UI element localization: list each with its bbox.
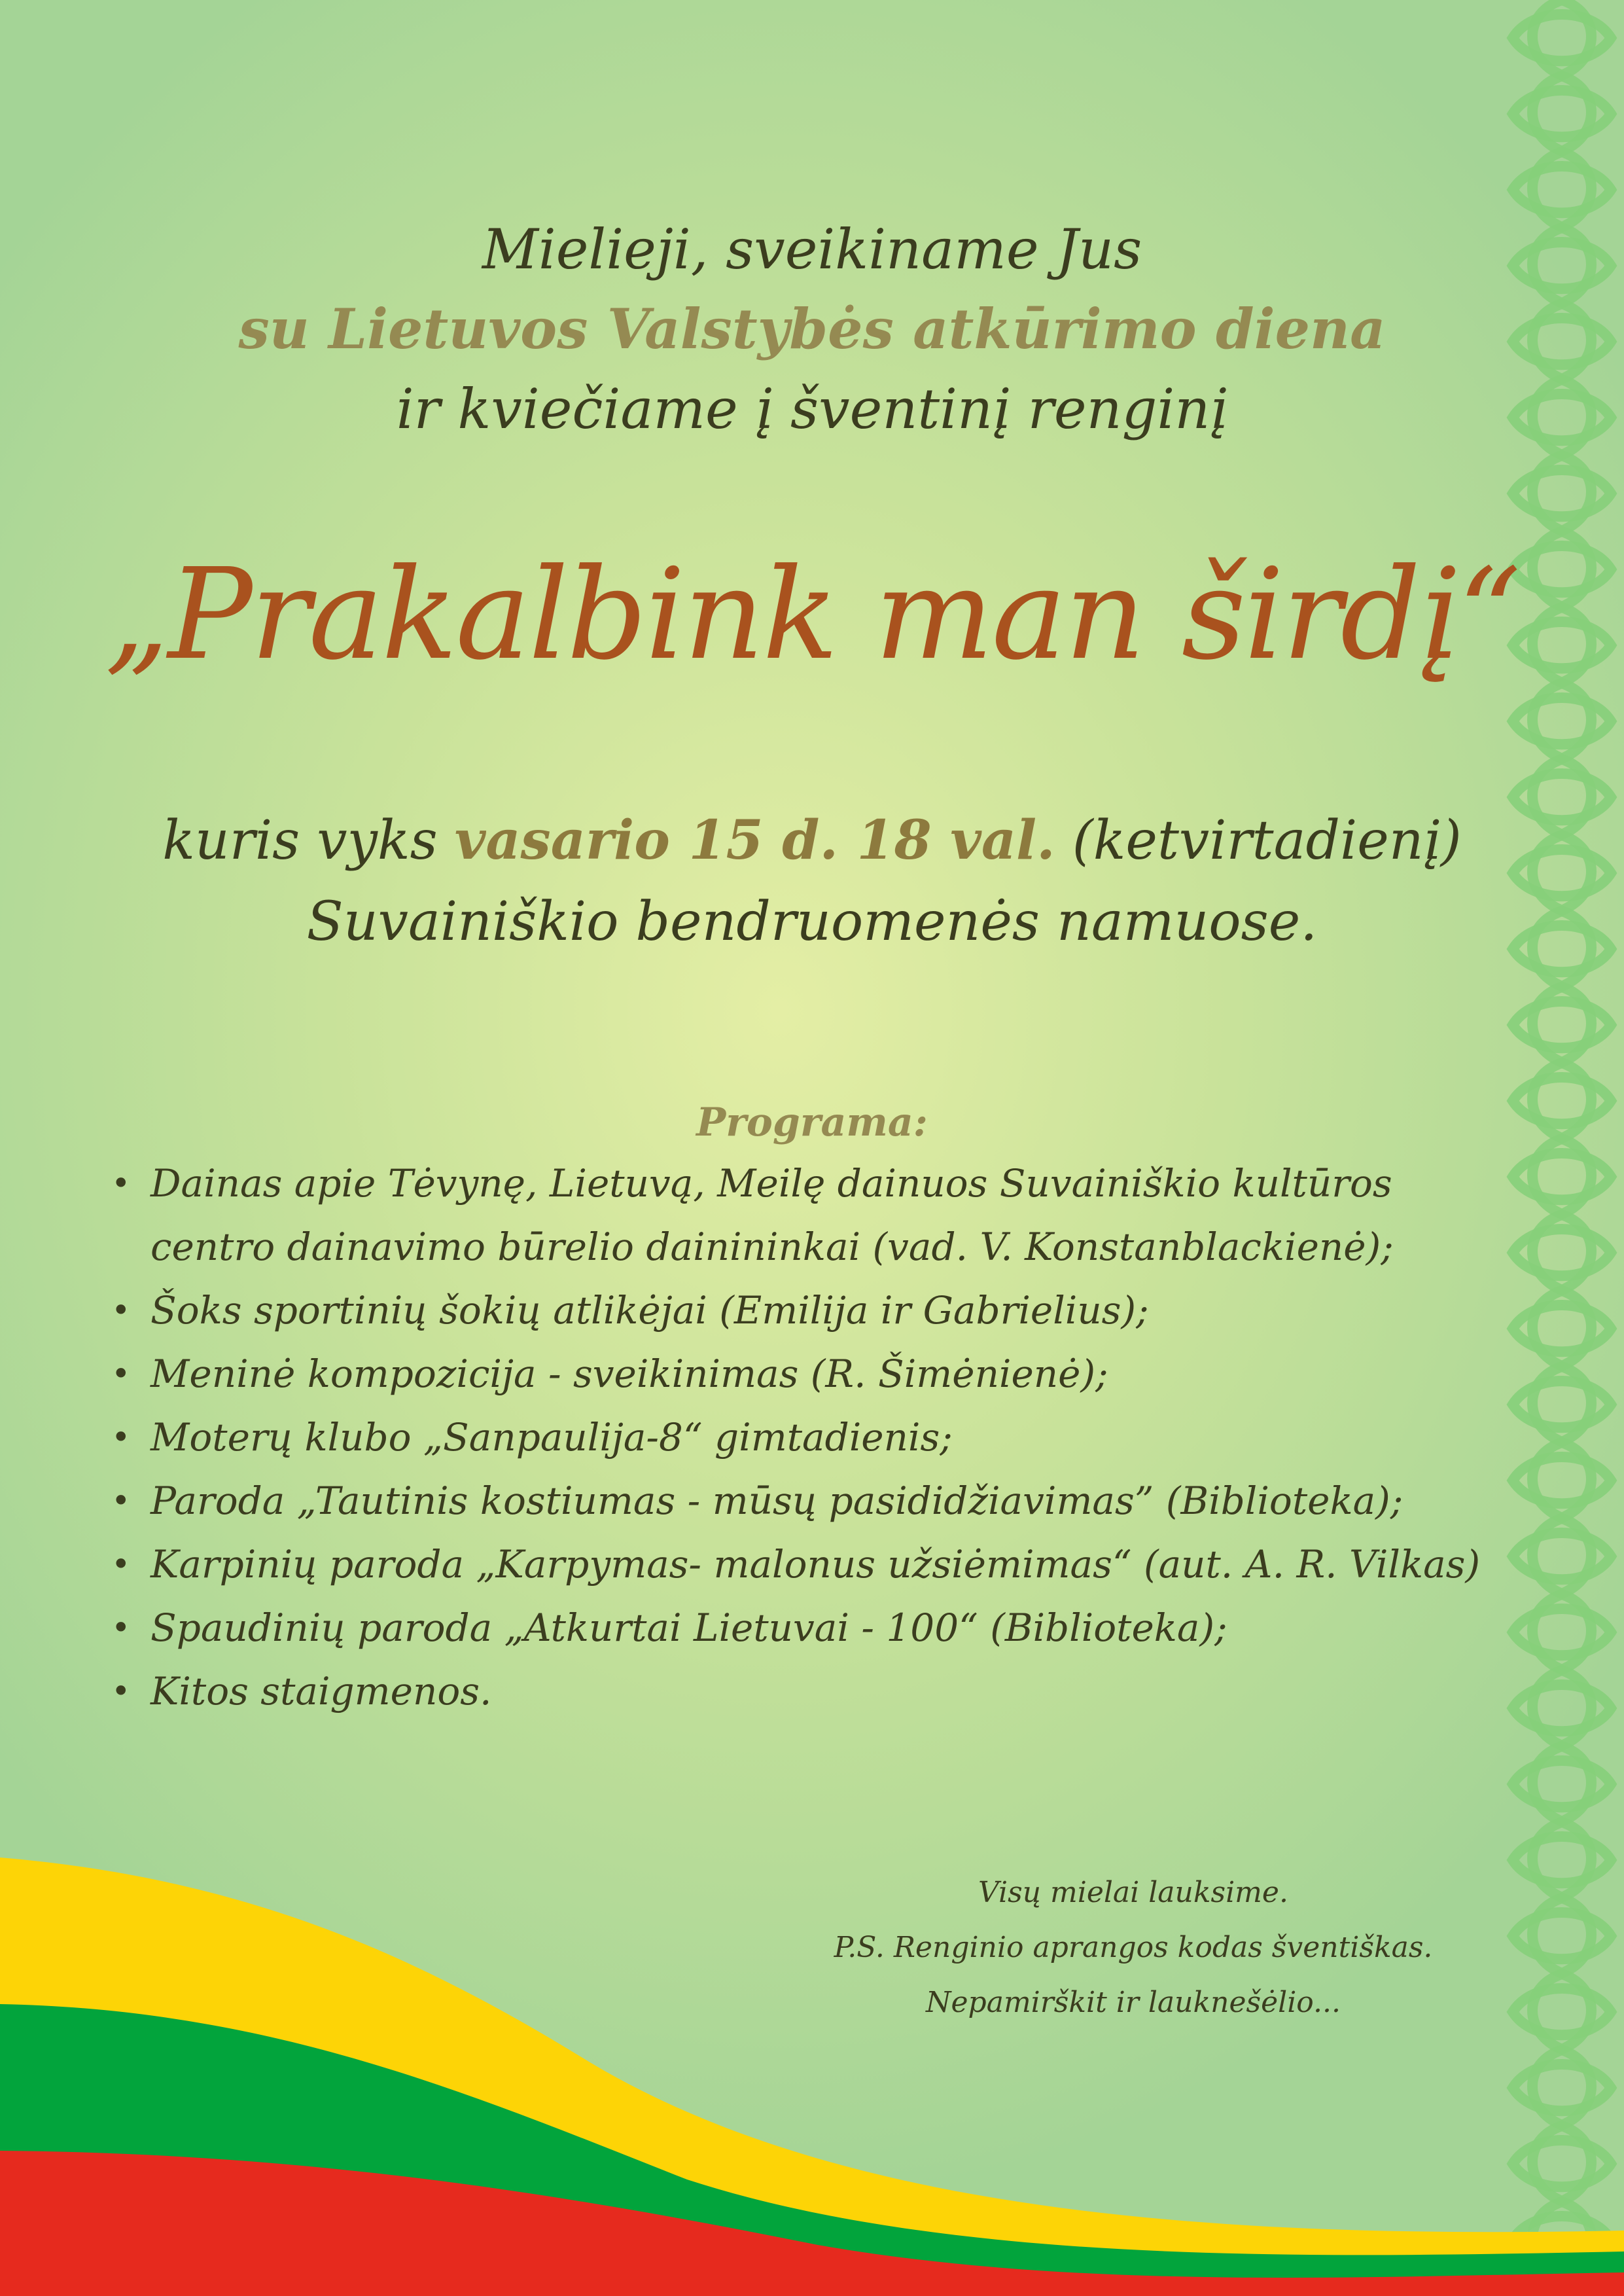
event-prefix: kuris vyks [162, 810, 455, 872]
program-item-text: Meninė kompozicija - sveikinimas (R. Šimėnienė); [150, 1352, 1108, 1396]
greeting-line-2: su Lietuvos Valstybės atkūrimo diena [238, 296, 1386, 361]
program-item [105, 1406, 1511, 1469]
greeting-line-3: ir kviečiame į šventinį renginį [396, 377, 1228, 441]
event-title: „Prakalbink man širdį“ [105, 542, 1519, 688]
program-item-text: Moterų klubo „Sanpaulija-8“ gimtadienis; [150, 1415, 953, 1460]
event-weekday: (ketvirtadienį) [1055, 810, 1462, 872]
greeting [0, 209, 1624, 449]
event-details [0, 800, 1624, 963]
program-item-text: • Dainas apie Tėvynę, Lietuvą, Meilę dainuos Suvainiškio kultūros [150, 1161, 1392, 1206]
program-item-text: Paroda „Tautinis kostiumas - mūsų pasididžiavimas” (Biblioteka); [150, 1479, 1403, 1523]
program-item [105, 1596, 1511, 1660]
program-item-text: Šoks sportinių šokių atlikėjai (Emilija ir Gabrielius); [150, 1288, 1149, 1333]
program-item [105, 1469, 1511, 1533]
program-item [105, 1533, 1511, 1596]
program-item [105, 1660, 1511, 1723]
program-item [105, 1279, 1511, 1342]
footer-line-2: P.S. Renginio aprangos kodas šventiškas. [834, 1931, 1433, 1964]
greeting-line-1: Mielieji, sveikiname Jus [482, 217, 1142, 281]
event-place: Suvainiškio bendruomenės namuose. [306, 891, 1318, 953]
program-item-text: Karpinių paroda „Karpymas- malonus užsiėmimas“ (aut. A. R. Vilkas) [150, 1542, 1481, 1587]
program-item-text: Kitos staigmenos. [150, 1669, 492, 1713]
program-item [105, 1342, 1511, 1406]
program-item-text-cont: centro dainavimo būrelio dainininkai (vad. V. Konstanblackienė); [150, 1225, 1394, 1269]
footer-line-3: Nepamirškit ir lauknešėlio... [926, 1986, 1341, 2019]
program-list [105, 1152, 1511, 1723]
footer-line-1: Visų mielai lauksime. [978, 1876, 1288, 1909]
program-item [105, 1152, 1511, 1279]
footer-note [741, 1865, 1526, 2030]
program-item-text: Spaudinių paroda „Atkurtai Lietuvai - 100“ (Biblioteka); [150, 1605, 1227, 1650]
event-time-row [0, 800, 1624, 882]
event-datetime: vasario 15 d. 18 val. [454, 809, 1055, 872]
program-heading: Programa: [696, 1100, 928, 1145]
